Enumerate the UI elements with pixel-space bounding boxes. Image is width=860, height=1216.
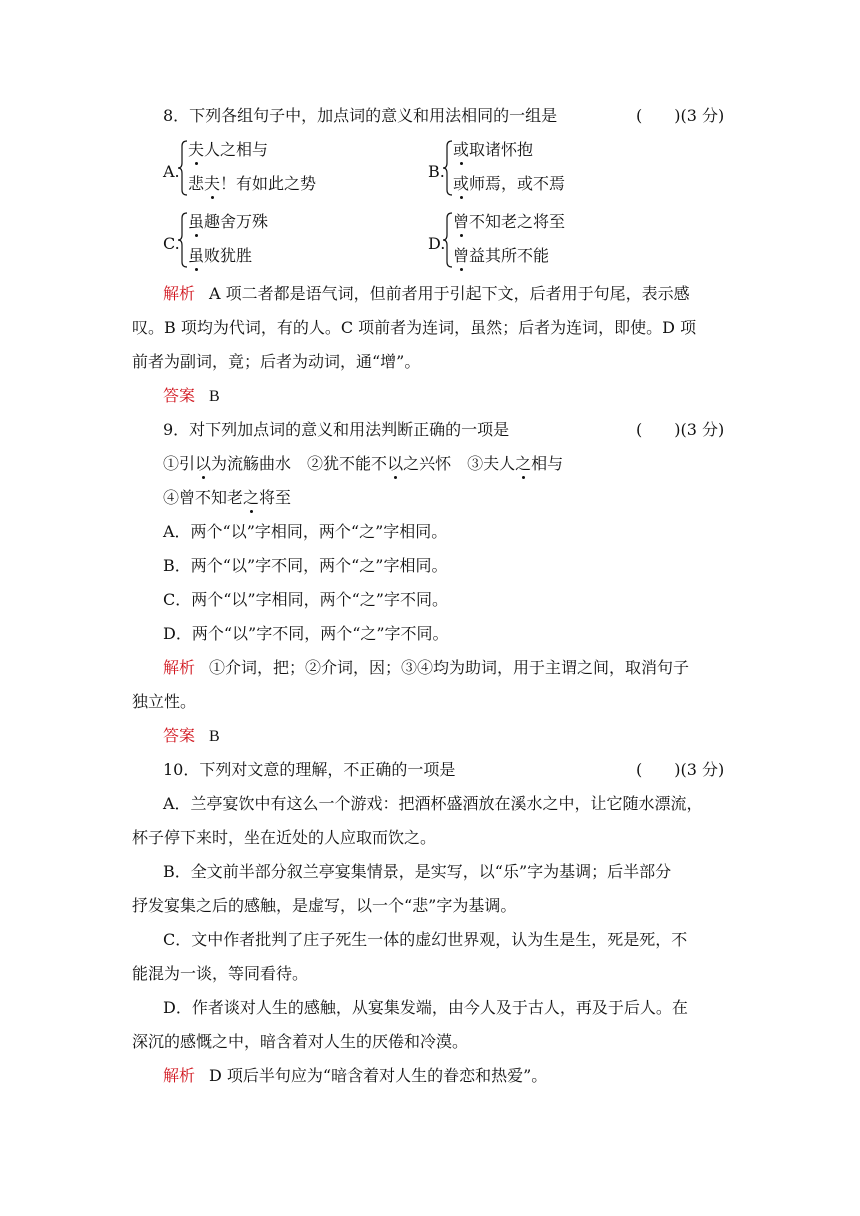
q8-option-d-line2: 曾益其所不能 <box>453 246 550 265</box>
analysis-label: 解析 <box>163 284 196 303</box>
q8-stem: 8．下列各组句子中，加点词的意义和用法相同的一组是 <box>163 106 558 125</box>
q9-items-line1: ①引以为流觞曲水 ②犹不能不以之兴怀 ③夫人之相与 <box>163 454 564 473</box>
emphasis-dot-char: 曾 <box>453 246 470 265</box>
q8-option-b-line1: 或取诸怀抱 <box>453 140 534 159</box>
q10-score: ( )(3 分) <box>636 760 725 779</box>
emphasis-dot-char: 或 <box>453 140 470 159</box>
q8-option-b-line2: 或师焉，或不焉 <box>453 174 566 193</box>
q9-choice-a: A．两个“以”字相同，两个“之”字相同。 <box>163 522 448 541</box>
analysis-label: 解析 <box>163 658 196 677</box>
q8-score: ( )(3 分) <box>636 106 725 125</box>
q9-choice-c: C．两个“以”字相同，两个“之”字不同。 <box>163 590 448 609</box>
q8-option-c-label: C. <box>163 234 180 253</box>
q8-option-b-brace <box>443 140 453 196</box>
q8-option-d-line1: 曾不知老之将至 <box>453 212 566 231</box>
q8-option-d-label: D. <box>428 234 446 253</box>
q10-analysis-line1: 解析 D 项后半句应为“暗含着对人生的眷恋和热爱”。 <box>163 1066 548 1085</box>
emphasis-dot-char: 虽 <box>188 246 205 265</box>
q8-analysis-line3: 前者为副词，竟；后者为动词，通“增”。 <box>132 352 421 371</box>
answer-label: 答案 <box>163 726 196 745</box>
q9-items-line2: ④曾不知老之将至 <box>163 488 292 507</box>
q9-analysis-line1: 解析 ①介词，把；②介词，因；③④均为助词，用于主谓之间，取消句子 <box>163 658 690 677</box>
q8-answer: 答案 B <box>163 386 220 405</box>
q8-option-a-brace <box>178 140 188 196</box>
q8-analysis-line1: 解析 A 项二者都是语气词，但前者用于引起下文，后者用于句尾，表示感 <box>163 284 690 303</box>
q8-option-a-line2: 悲夫！有如此之势 <box>188 174 317 193</box>
answer-label: 答案 <box>163 386 196 405</box>
q8-option-c-brace <box>178 212 188 268</box>
emphasis-dot-char: 之 <box>243 488 260 507</box>
q8-option-d-brace <box>443 212 453 268</box>
q10-choice-a-line2: 杯子停下来时，坐在近处的人应取而饮之。 <box>132 828 437 847</box>
q9-choice-d: D．两个“以”字不同，两个“之”字不同。 <box>163 624 449 643</box>
q8-analysis-line2: 叹。B 项均为代词，有的人。C 项前者为连词，虽然；后者为连词，即使。D 项 <box>132 318 697 337</box>
emphasis-dot-char: 或 <box>453 174 470 193</box>
q10-choice-c-line1: C．文中作者批判了庄子死生一体的虚幻世界观，认为生是生，死是死，不 <box>163 930 688 949</box>
analysis-label: 解析 <box>163 1066 196 1085</box>
emphasis-dot-char: 夫 <box>204 174 221 193</box>
emphasis-dot-char: 以 <box>195 454 212 473</box>
q9-choice-b: B．两个“以”字不同，两个“之”字相同。 <box>163 556 448 575</box>
q8-option-a-line1: 夫人之相与 <box>188 140 269 159</box>
q8-option-c-line2: 虽败犹胜 <box>188 246 253 265</box>
q9-analysis-line2: 独立性。 <box>132 692 197 711</box>
q8-option-c-line1: 虽趣舍万殊 <box>188 212 269 231</box>
emphasis-dot-char: 虽 <box>188 212 205 231</box>
emphasis-dot-char: 之 <box>515 454 532 473</box>
q9-stem: 9．对下列加点词的意义和用法判断正确的一项是 <box>163 420 510 439</box>
q10-choice-a-line1: A．兰亭宴饮中有这么一个游戏：把酒杯盛酒放在溪水之中，让它随水漂流， <box>163 794 703 813</box>
q8-option-a-label: A. <box>163 162 180 181</box>
q10-choice-b-line1: B．全文前半部分叙兰亭宴集情景，是实写，以“乐”字为基调；后半部分 <box>163 862 672 881</box>
q10-stem: 10．下列对文意的理解，不正确的一项是 <box>163 760 456 779</box>
q10-choice-c-line2: 能混为一谈，等同看待。 <box>132 964 309 983</box>
emphasis-dot-char: 以 <box>387 454 404 473</box>
q10-choice-b-line2: 抒发宴集之后的感触，是虚写，以一个“悲”字为基调。 <box>132 896 517 915</box>
emphasis-dot-char: 夫 <box>188 140 205 159</box>
q8-option-b-label: B. <box>428 162 445 181</box>
q10-choice-d-line1: D．作者谈对人生的感触，从宴集发端，由今人及于古人，再及于后人。在 <box>163 998 688 1017</box>
q9-answer: 答案 B <box>163 726 220 745</box>
q9-score: ( )(3 分) <box>636 420 725 439</box>
q10-choice-d-line2: 深沉的感慨之中，暗含着对人生的厌倦和冷漠。 <box>132 1032 469 1051</box>
emphasis-dot-char: 曾 <box>453 212 470 231</box>
